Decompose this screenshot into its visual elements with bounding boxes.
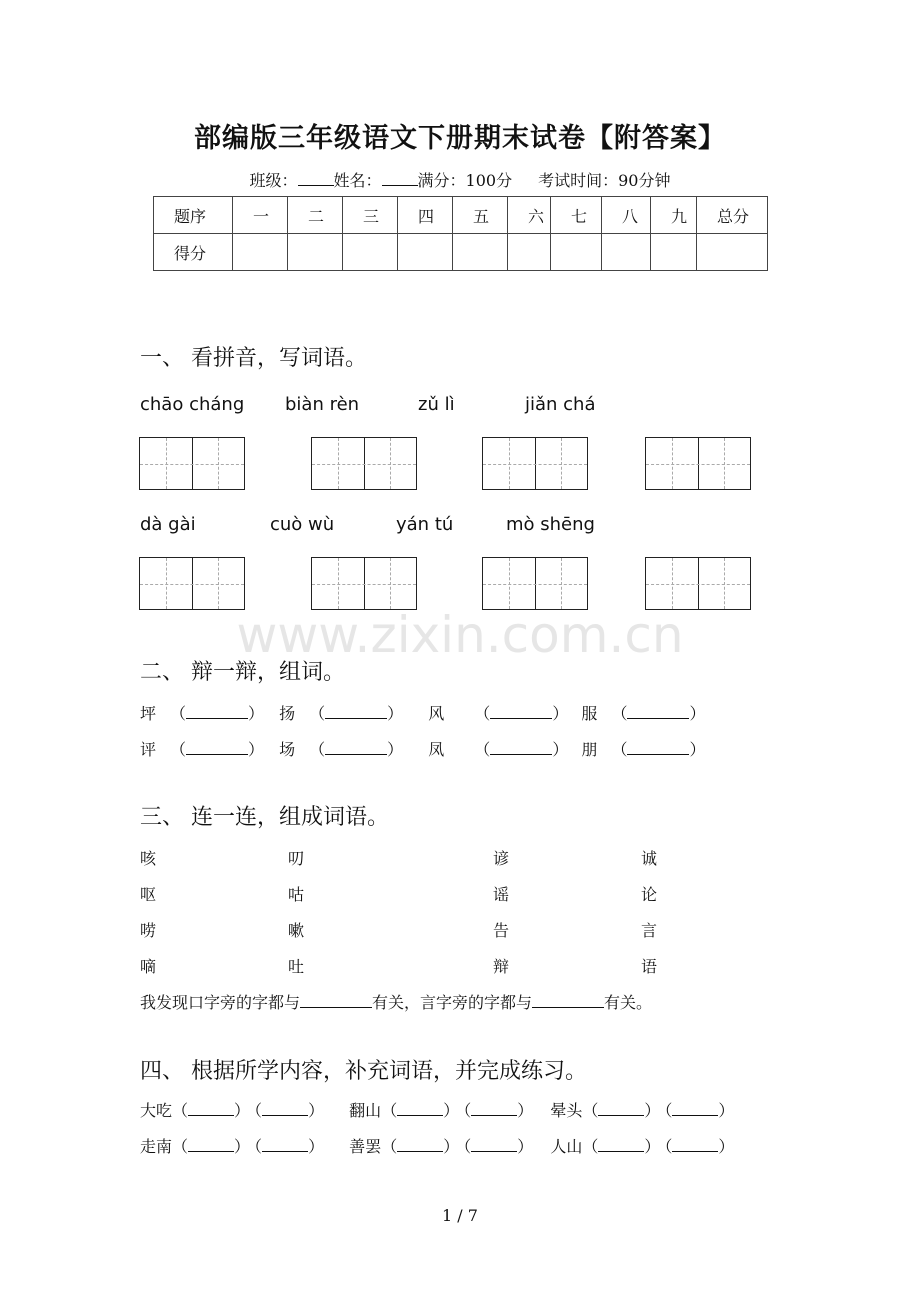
score-cell[interactable]	[508, 234, 551, 271]
answer-blank[interactable]	[262, 1137, 308, 1152]
match-item[interactable]: 咳	[140, 849, 157, 868]
pinyin-label: mò shēng	[506, 514, 595, 535]
idiom-row: 走南（ ） （ ） 善罢（ ） （ ） 人山（ ） （ ）	[140, 1137, 735, 1156]
score-cell[interactable]	[453, 234, 508, 271]
match-item[interactable]: 语	[641, 957, 658, 976]
match-item[interactable]: 咕	[288, 885, 305, 904]
name-label: 姓名：	[333, 171, 382, 190]
score-table	[153, 196, 768, 271]
page-number: 1 / 7	[442, 1206, 478, 1225]
answer-blank[interactable]	[672, 1137, 718, 1152]
score-table-score-row	[154, 234, 768, 271]
writing-grid[interactable]	[311, 437, 417, 490]
match-item[interactable]: 辩	[493, 957, 510, 976]
char: 坪	[140, 704, 157, 723]
answer-blank[interactable]	[262, 1101, 308, 1116]
score-header-cell: 七	[551, 197, 602, 234]
score-cell[interactable]	[398, 234, 453, 271]
answer-blank[interactable]	[186, 740, 248, 755]
match-item[interactable]: 诚	[641, 849, 658, 868]
score-cell[interactable]	[697, 234, 768, 271]
score-header-cell: 总分	[697, 197, 768, 234]
section4-heading: 四、 根据所学内容，补充词语，并完成练习。	[140, 1059, 587, 1084]
score-header-cell: 八	[602, 197, 651, 234]
answer-blank[interactable]	[325, 704, 387, 719]
score-header-cell: 六	[508, 197, 551, 234]
pinyin-label: zǔ lì	[418, 394, 455, 415]
page-title: 部编版三年级语文下册期末试卷【附答案】	[194, 123, 726, 154]
writing-grid[interactable]	[645, 557, 751, 610]
answer-blank[interactable]	[186, 704, 248, 719]
writing-grid[interactable]	[139, 437, 245, 490]
idiom-prefix: 善罢	[349, 1137, 382, 1156]
char: 凤	[428, 740, 445, 759]
answer-blank[interactable]	[490, 740, 552, 755]
compare-row: 坪 （ ） 扬 （ ） 风 （ ） 服 （ ）	[140, 704, 706, 723]
match-item[interactable]: 论	[641, 885, 658, 904]
score-cell[interactable]	[602, 234, 651, 271]
idiom-prefix: 走南	[140, 1137, 173, 1156]
char: 评	[140, 740, 157, 759]
match-item[interactable]: 谣	[493, 885, 510, 904]
pinyin-label: dà gài	[140, 514, 196, 535]
answer-blank[interactable]	[471, 1101, 517, 1116]
idiom-prefix: 大吃	[140, 1101, 173, 1120]
match-item[interactable]: 嗽	[288, 921, 305, 940]
writing-grid[interactable]	[482, 557, 588, 610]
answer-blank[interactable]	[471, 1137, 517, 1152]
score-header-cell: 九	[651, 197, 697, 234]
answer-blank[interactable]	[397, 1137, 443, 1152]
match-item[interactable]: 谚	[493, 849, 510, 868]
answer-blank[interactable]	[598, 1137, 644, 1152]
answer-blank[interactable]	[325, 740, 387, 755]
score-cell[interactable]	[551, 234, 602, 271]
score-cell[interactable]	[233, 234, 288, 271]
score-cell[interactable]	[343, 234, 398, 271]
idiom-row: 大吃（ ） （ ） 翻山（ ） （ ） 晕头（ ） （ ）	[140, 1101, 735, 1120]
score-header-cell: 二	[288, 197, 343, 234]
class-blank	[298, 171, 334, 186]
char: 风	[428, 704, 445, 723]
char: 场	[279, 740, 296, 759]
class-label: 班级：	[249, 171, 298, 190]
idiom-prefix: 人山	[550, 1137, 583, 1156]
name-blank	[382, 171, 418, 186]
score-header-cell: 一	[233, 197, 288, 234]
answer-blank[interactable]	[532, 993, 604, 1008]
exam-time: 考试时间：90分钟	[538, 171, 671, 190]
score-row-label: 得分	[154, 234, 233, 271]
score-header-cell: 三	[343, 197, 398, 234]
section1-heading: 一、 看拼音，写词语。	[140, 346, 367, 371]
answer-blank[interactable]	[627, 704, 689, 719]
score-table-header-row	[154, 197, 768, 234]
score-header-cell: 五	[453, 197, 508, 234]
section3-heading: 三、 连一连，组成词语。	[140, 805, 389, 830]
watermark: www.zixin.com.cn	[236, 606, 684, 664]
idiom-prefix: 翻山	[349, 1101, 382, 1120]
writing-grid[interactable]	[139, 557, 245, 610]
score-header-cell: 题序	[154, 197, 233, 234]
char: 朋	[581, 740, 598, 759]
pinyin-label: biàn rèn	[285, 394, 360, 415]
pinyin-label: yán tú	[396, 514, 454, 535]
discovery-sentence: 我发现口字旁的字都与 有关，言字旁的字都与 有关。	[140, 993, 653, 1012]
match-item[interactable]: 言	[641, 921, 658, 940]
answer-blank[interactable]	[188, 1137, 234, 1152]
answer-blank[interactable]	[627, 740, 689, 755]
idiom-prefix: 晕头	[550, 1101, 583, 1120]
match-item[interactable]: 唠	[140, 921, 157, 940]
answer-blank[interactable]	[598, 1101, 644, 1116]
exam-info	[0, 168, 920, 191]
section2-heading: 二、 辩一辩，组词。	[140, 660, 345, 685]
compare-row: 评 （ ） 场 （ ） 凤 （ ） 朋 （ ）	[140, 740, 706, 759]
answer-blank[interactable]	[397, 1101, 443, 1116]
match-item[interactable]: 告	[493, 921, 510, 940]
writing-grid[interactable]	[645, 437, 751, 490]
writing-grid[interactable]	[311, 557, 417, 610]
match-item[interactable]: 呕	[140, 885, 157, 904]
answer-blank[interactable]	[672, 1101, 718, 1116]
answer-blank[interactable]	[188, 1101, 234, 1116]
writing-grid[interactable]	[482, 437, 588, 490]
pinyin-label: cuò wù	[270, 514, 335, 535]
char: 扬	[279, 704, 296, 723]
score-header-cell: 四	[398, 197, 453, 234]
full-score: 满分：100分	[417, 171, 513, 190]
answer-blank[interactable]	[300, 993, 372, 1008]
match-item[interactable]: 嘀	[140, 957, 157, 976]
pinyin-label: chāo cháng	[140, 394, 245, 415]
match-item[interactable]: 吐	[288, 957, 305, 976]
answer-blank[interactable]	[490, 704, 552, 719]
pinyin-label: jiǎn chá	[525, 394, 596, 415]
score-cell[interactable]	[651, 234, 697, 271]
match-item[interactable]: 叨	[288, 849, 305, 868]
char: 服	[581, 704, 598, 723]
score-cell[interactable]	[288, 234, 343, 271]
